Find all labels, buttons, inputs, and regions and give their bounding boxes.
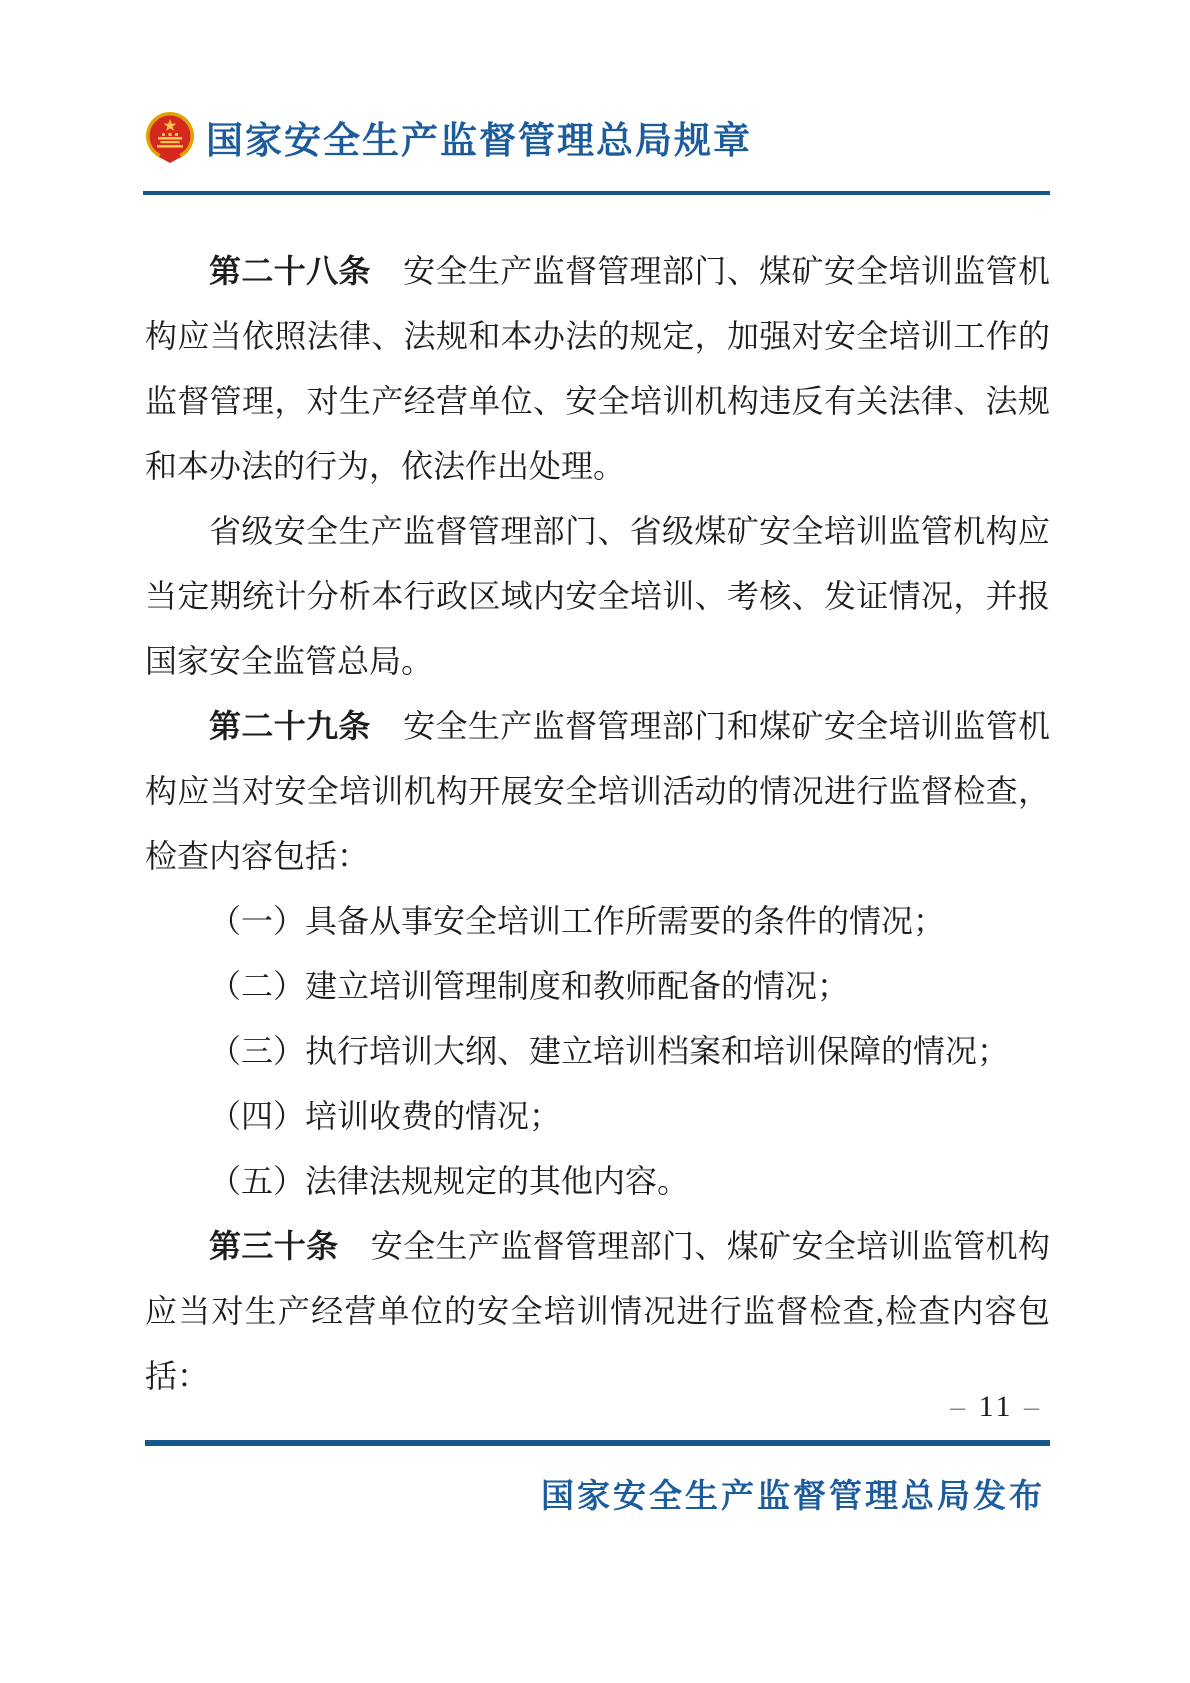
paragraph: [145, 499, 1050, 694]
page-number-dash-left: –: [950, 1390, 969, 1423]
footer-publisher: 国家安全生产监督管理总局发布: [541, 1479, 1045, 1515]
article-number: 第三十条: [209, 1228, 371, 1264]
footer-rule: [145, 1440, 1050, 1446]
header-title: 国家安全生产监督管理总局规章: [206, 121, 752, 162]
page-number-value: 11: [978, 1390, 1014, 1423]
page-header: [145, 110, 752, 164]
paragraph-text: （四）培训收费的情况；: [209, 1098, 562, 1134]
paragraph-text: （一）具备从事安全培训工作所需要的条件的情况；: [209, 903, 946, 939]
paragraph-article-30: [145, 1214, 1050, 1409]
paragraph-text: 安全生产监督管理部门、煤矿安全培训监管机构应当对生产经营单位的安全培训情况进行监督检查,检查内容包括：: [145, 1228, 1050, 1394]
paragraph-text: 省级安全生产监督管理部门、省级煤矿安全培训监管机构应当定期统计分析本行政区域内安全培训、考核、发证情况，并报国家安全监管总局。: [145, 513, 1050, 679]
list-item-2: [145, 954, 1050, 1019]
paragraph-text: （二）建立培训管理制度和教师配备的情况；: [209, 968, 850, 1004]
paragraph-text: 安全生产监督管理部门和煤矿安全培训监管机构应当对安全培训机构开展安全培训活动的情况进行监督检查，检查内容包括：: [145, 708, 1050, 874]
page-number-dash-right: –: [1024, 1390, 1042, 1423]
list-item-4: [145, 1084, 1050, 1149]
page-number: [950, 1390, 1042, 1424]
article-number: 第二十九条: [209, 708, 404, 744]
paragraph-article-29: [145, 694, 1050, 889]
paragraph-article-28: [145, 239, 1050, 499]
list-item-3: [145, 1019, 1050, 1084]
paragraph-text: （五）法律法规规定的其他内容。: [209, 1163, 690, 1199]
list-item-1: [145, 889, 1050, 954]
paragraph-text: 安全生产监督管理部门、煤矿安全培训监管机构应当依照法律、法规和本办法的规定，加强对安全培训工作的监督管理，对生产经营单位、安全培训机构违反有关法律、法规和本办法的行为，依法作出处理。: [145, 253, 1050, 484]
header-rule: [143, 191, 1050, 195]
list-item-5: [145, 1149, 1050, 1214]
china-national-emblem-icon: [145, 111, 195, 163]
article-number: 第二十八条: [209, 253, 404, 289]
paragraph-text: （三）执行培训大纲、建立培训档案和培训保障的情况；: [209, 1033, 1010, 1069]
document-body: [145, 239, 1050, 1409]
